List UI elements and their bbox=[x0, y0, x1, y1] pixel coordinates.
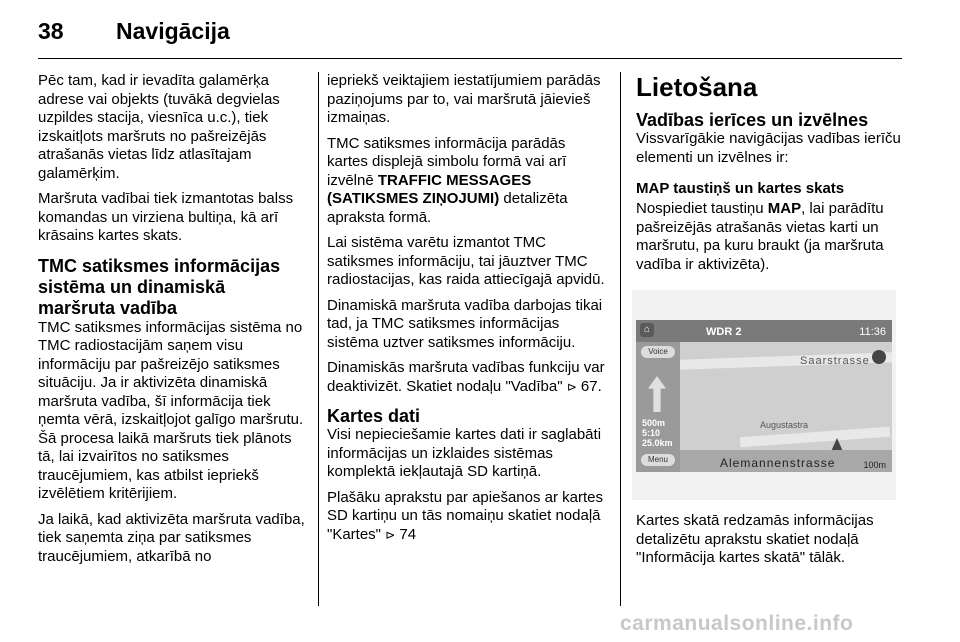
text-run: TMC satiksmes informācija parādās kartes displejā simbolu formā vai arī izvēlnē bbox=[327, 134, 567, 189]
map-scale: 100m bbox=[863, 460, 886, 470]
turn-arrow-icon bbox=[648, 376, 666, 412]
paragraph bbox=[327, 135, 607, 228]
paragraph: Maršruta vadībai tiek izmantotas balss komandas un virziena bultiņa, kā arī krāsains kartes skats. bbox=[38, 190, 294, 244]
paragraph: Pēc tam, kad ir ievadīta galamērķa adrese vai objekts (tuvākā degvielas uzpildes stacija, viesnīca u.c.), tiek izskaitļots maršruts no pašreizējās atrašanās vietas līdz atlasītajam galamērķim. bbox=[38, 72, 280, 182]
text-run: , lai parādītu pašreizējās atrašanās vietas karti un maršrutu, pa kuru braukt (ja maršruta vadība ir aktivizēta). bbox=[636, 200, 884, 273]
radio-channel: WDR 2 bbox=[706, 326, 742, 338]
column-1 bbox=[38, 72, 306, 573]
paragraph: Kartes skatā redzamās informācijas detalizētu aprakstu skatiet nodaļā "Informācija kartes skatā" tālāk. bbox=[636, 512, 874, 566]
page-title: Navigācija bbox=[116, 18, 230, 44]
footer-watermark: carmanualsonline.info bbox=[620, 612, 854, 635]
subheading-map: MAP taustiņš un kartes skats bbox=[636, 180, 845, 197]
column-2 bbox=[327, 72, 607, 551]
distance-info bbox=[642, 418, 673, 448]
menu-name: TRAFFIC MESSAGES (SATIKSMES ZIŅOJUMI) bbox=[327, 171, 532, 207]
menu-button: Menu bbox=[641, 454, 675, 466]
nav-top-bar bbox=[636, 320, 892, 342]
map-screenshot bbox=[632, 290, 896, 500]
text-run: Nospiediet taustiņu bbox=[636, 200, 768, 217]
remaining-time: 5:10 bbox=[642, 428, 661, 438]
page-ref-icon: ⊳ bbox=[385, 527, 396, 542]
nav-screen bbox=[636, 320, 892, 472]
paragraph bbox=[327, 359, 607, 396]
page-header bbox=[38, 18, 230, 48]
street-label: Augustastra bbox=[760, 420, 809, 430]
text-run: Plašāku aprakstu par apiešanos ar kartes SD kartiņu un tās nomaiņu skatiet nodaļā "Kartes" bbox=[327, 488, 603, 543]
column-3 bbox=[636, 72, 906, 575]
current-street: Alemannenstrasse bbox=[720, 456, 836, 470]
page-number: 38 bbox=[38, 18, 64, 44]
section-heading-kartes: Kartes dati bbox=[327, 406, 421, 426]
remaining-distance: 25.0km bbox=[642, 438, 673, 448]
paragraph bbox=[327, 489, 607, 545]
nav-side-panel bbox=[636, 342, 680, 472]
section-heading-tmc: TMC satiksmes informācijas sistēma un dinamiskā maršruta vadība bbox=[38, 255, 281, 318]
text-run: Dinamiskās maršruta vadības funkciju var deaktivizēt. Skatiet nodaļu "Vadība" bbox=[327, 359, 605, 395]
paragraph: Lai sistēma varētu izmantot TMC satiksmes informāciju, tai jāuztver TMC radiostacijas, kas raida attiecīgajā apvidū. bbox=[327, 234, 605, 288]
chapter-heading: Lietošana bbox=[636, 72, 758, 102]
page-ref-icon: ⊳ bbox=[566, 379, 577, 394]
distance-to-turn: 500m bbox=[642, 418, 666, 428]
text-run: detalizēta apraksta formā. bbox=[327, 190, 568, 226]
paragraph: Ja laikā, kad aktivizēta maršruta vadība, tiek saņemta ziņa par satiksmes traucējumiem, atkarībā no bbox=[38, 510, 305, 565]
page-ref: 74 bbox=[399, 525, 417, 543]
home-icon: ⌂ bbox=[640, 323, 654, 337]
current-street-bar bbox=[680, 450, 892, 472]
header-rule bbox=[38, 58, 902, 59]
key-name: MAP bbox=[767, 200, 802, 217]
paragraph: iepriekš veiktajiem iestatījumiem parādās paziņojums par to, vai maršrutā jāievieš izmaiņas. bbox=[327, 72, 601, 126]
column-divider-1 bbox=[318, 72, 319, 606]
column-divider-2 bbox=[620, 72, 621, 606]
paragraph: Visi nepieciešamie kartes dati ir saglabāti informācijas un izklaides sistēmas komplektā iekļautajā SD kartiņā. bbox=[327, 426, 602, 480]
clock: 11:36 bbox=[859, 326, 886, 338]
voice-button: Voice bbox=[641, 346, 675, 358]
page-ref: 67. bbox=[580, 377, 602, 395]
street-label: Saarstrasse bbox=[800, 355, 870, 367]
paragraph: TMC satiksmes informācijas sistēma no TMC radiostacijām saņem visu informāciju par pašreizējo satiksmes situāciju. Ja ir aktivizēta dinamiskā maršruta vadība, šī informācija tiek ņemta vērā, izskaitļojot galīgo maršrutu. Šā procesa laikā maršruts tiek plānots tā, lai izvairītos no satiksmes traucējumiem, kas atbilst iepriekš izvēlētiem kritērijiem. bbox=[38, 318, 304, 502]
section-heading-vadibas: Vadības ierīces un izvēlnes bbox=[636, 110, 869, 130]
paragraph bbox=[636, 200, 906, 274]
compass-icon bbox=[872, 350, 886, 364]
paragraph: Vissvarīgākie navigācijas vadības ierīču elementi un izvēlnes ir: bbox=[636, 130, 901, 166]
paragraph: Dinamiskā maršruta vadība darbojas tikai tad, ja TMC satiksmes informācijas sistēma uztver satiksmes informāciju. bbox=[327, 296, 603, 351]
